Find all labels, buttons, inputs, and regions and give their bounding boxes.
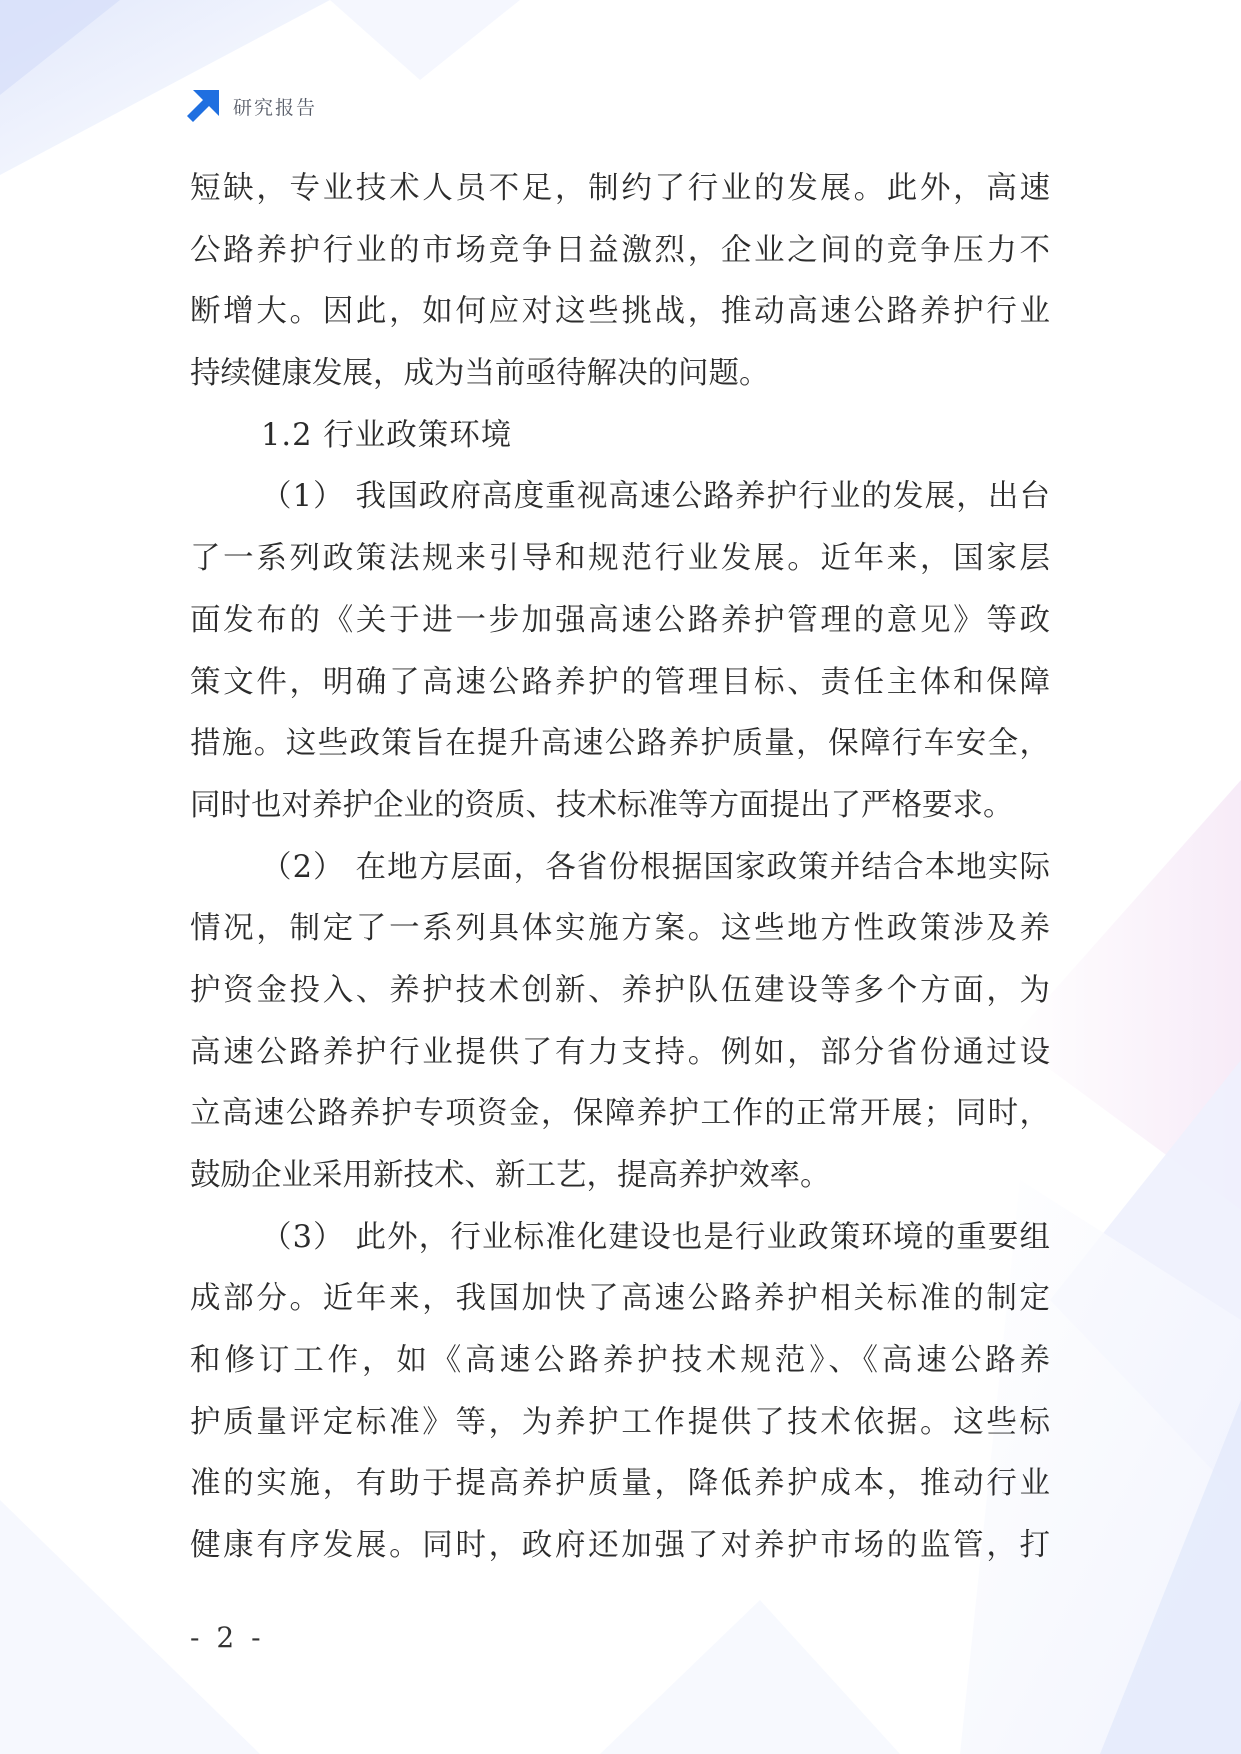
section-heading: 1.2 行业政策环境 (261, 417, 513, 453)
text-line: 同时也对养护企业的资质、技术标准等方面提出了严格要求。 (190, 787, 1014, 823)
report-body (190, 158, 1050, 1577)
text-line: 立高速公路养护专项资金，保障养护工作的正常开展；同时， (190, 1096, 1050, 1132)
text-line: 准的实施，有助于提高养护质量，降低养护成本，推动行业 (190, 1466, 1050, 1502)
text-line: 公路养护行业的市场竞争日益激烈，企业之间的竞争压力不 (190, 232, 1050, 268)
page-number: - 2 - (190, 1621, 265, 1654)
text-line: 护资金投入、养护技术创新、养护队伍建设等多个方面，为 (190, 972, 1050, 1008)
text-line: 面发布的《关于进一步加强高速公路养护管理的意见》等政 (190, 602, 1050, 638)
text-line: 措施。这些政策旨在提升高速公路养护质量，保障行车安全， (190, 726, 1050, 762)
arrow-logo-icon (187, 90, 219, 122)
text-line: （1） 我国政府高度重视高速公路养护行业的发展，出台 (261, 479, 1050, 515)
paragraph (190, 466, 1050, 836)
text-line: 了一系列政策法规来引导和规范行业发展。近年来，国家层 (190, 541, 1050, 577)
text-line: 情况，制定了一系列具体实施方案。这些地方性政策涉及养 (190, 911, 1050, 947)
paragraph (190, 837, 1050, 1207)
text-line: 策文件，明确了高速公路养护的管理目标、责任主体和保障 (190, 664, 1050, 700)
report-header (187, 89, 317, 123)
report-header-title: 研究报告 (233, 96, 318, 119)
text-line: 护质量评定标准》等，为养护工作提供了技术依据。这些标 (190, 1404, 1050, 1440)
text-line: 断增大。因此，如何应对这些挑战，推动高速公路养护行业 (190, 294, 1050, 330)
text-line: 短缺，专业技术人员不足，制约了行业的发展。此外，高速 (190, 171, 1050, 206)
text-line: 持续健康发展，成为当前亟待解决的问题。 (190, 356, 770, 392)
text-line: 鼓励企业采用新技术、新工艺，提高养护效率。 (190, 1158, 831, 1193)
text-line: 健康有序发展。同时，政府还加强了对养护市场的监管，打 (190, 1528, 1050, 1564)
paragraph (190, 158, 1050, 405)
text-line: 和修订工作，如《高速公路养护技术规范》、《高速公路养 (190, 1343, 1050, 1379)
text-line: 成部分。近年来，我国加快了高速公路养护相关标准的制定 (190, 1281, 1050, 1317)
text-line: 高速公路养护行业提供了有力支持。例如，部分省份通过设 (190, 1034, 1050, 1070)
text-line: （2） 在地方层面，各省份根据国家政策并结合本地实际 (261, 849, 1050, 885)
paragraph (190, 1207, 1050, 1577)
text-line: （3） 此外，行业标准化建设也是行业政策环境的重要组 (261, 1219, 1050, 1255)
